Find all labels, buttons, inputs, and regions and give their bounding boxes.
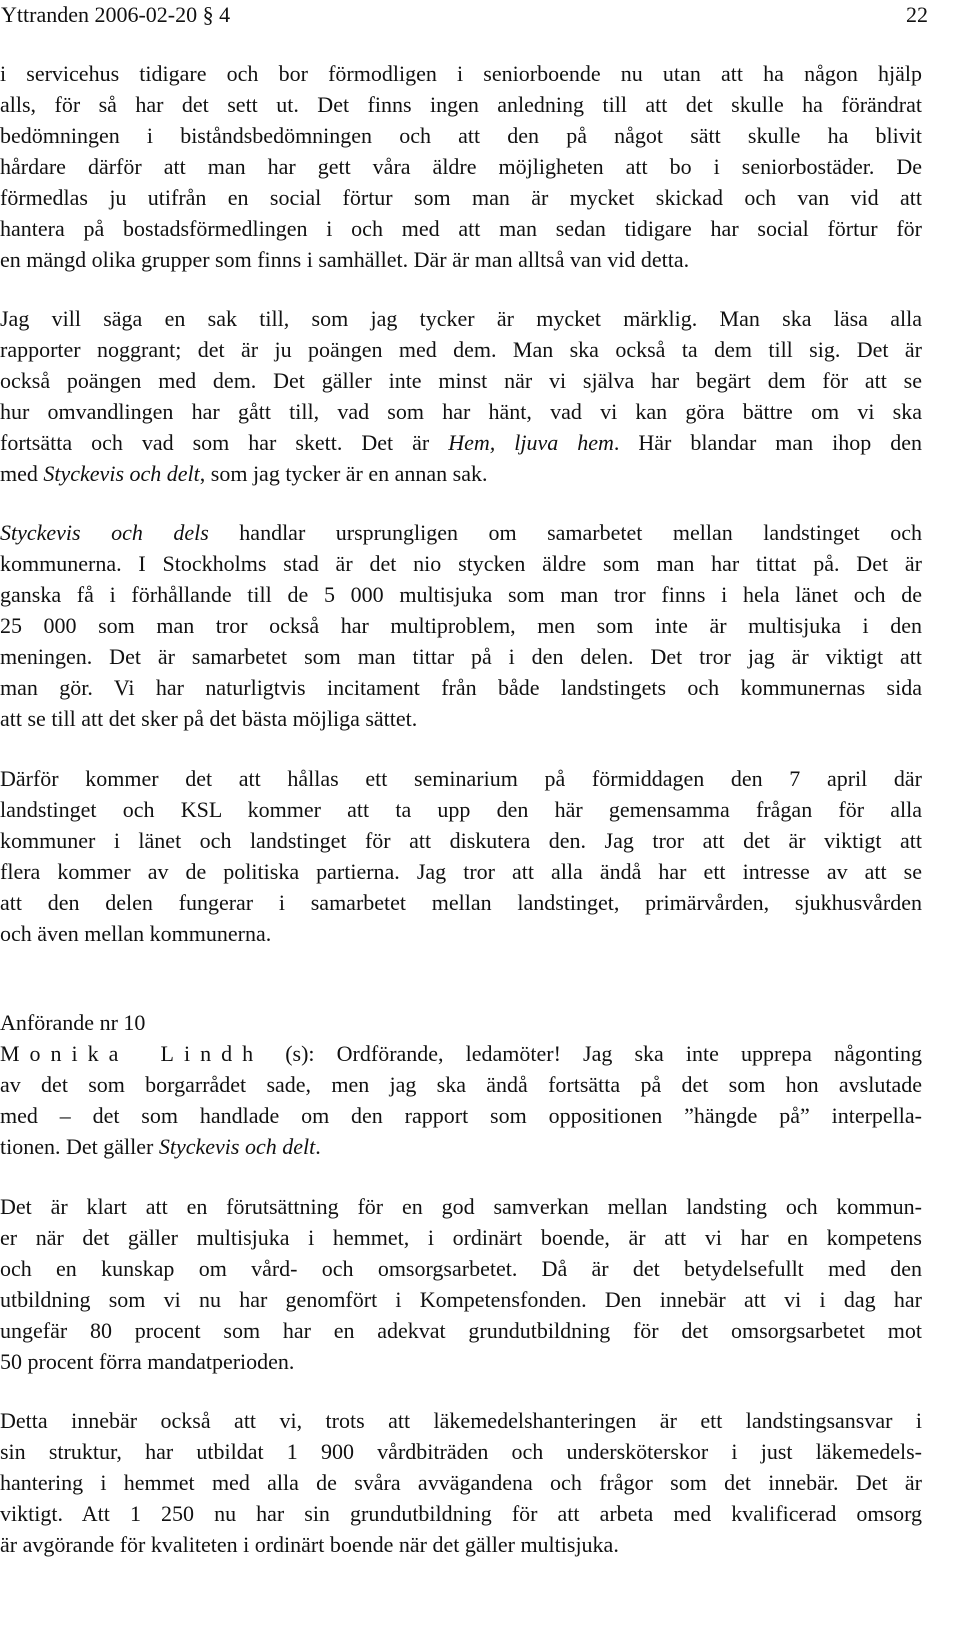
text-line: att se till att det sker på det bästa möjliga sättet. [0, 706, 418, 731]
header-title: Yttranden 2006-02-20 § 4 [1, 2, 231, 27]
text-span: . Här blandar man ihop den [613, 430, 923, 455]
text-line: flera kommer av de politiska partierna. Jag tror att alla ändå har ett intresse av att se [0, 859, 922, 884]
text-line: Detta innebär också att vi, trots att läkemedelshanteringen är ett landstingsansvar i [0, 1408, 922, 1433]
text-line: hantering i hemmet med alla de svåra avvägandena och frågor som det innebär. Det är [0, 1470, 922, 1495]
text-line: utbildning som vi nu har genomfört i Kompetensfonden. Den innebär att vi i dag har [0, 1287, 922, 1312]
text-line: man gör. Vi har naturligtvis incitament från både landstingets och kommunernas sida [0, 675, 922, 700]
italic-title: Styckevis och dels [0, 520, 209, 545]
text-line: rapporter noggrant; det är ju poängen med dem. Man ska också ta dem till sig. Det är [0, 337, 922, 362]
text-line: hur omvandlingen har gått till, vad som har hänt, vad vi kan göra bättre om vi ska [0, 399, 922, 424]
italic-title: Styckevis och delt [158, 1134, 316, 1159]
text-line: Därför kommer det att hållas ett seminarium på förmiddagen den 7 april där [0, 766, 922, 791]
text-span: , som jag tycker är en annan sak. [199, 461, 488, 486]
text-line: 25 000 som man tror också har multiproblem, men som inte är multisjuka i den [0, 613, 922, 638]
text-line: att den delen fungerar i samarbetet mellan landstinget, primärvården, sjukhusvården [0, 890, 922, 915]
text-line: också poängen med dem. Det gäller inte minst när vi själva har begärt dem för att se [0, 368, 922, 393]
text-line: av det som borgarrådet sade, men jag ska ändå fortsätta på det som hon avslutade [0, 1072, 922, 1097]
text-line: hantera på bostadsförmedlingen i och med att man sedan tidigare har social förtur för [0, 216, 922, 241]
text-line: är avgörande för kvaliteten i ordinärt boende när det gäller multisjuka. [0, 1532, 619, 1557]
text-line: Det är klart att en förutsättning för en god samverkan mellan landsting och kommun- [0, 1194, 922, 1219]
text-line: bedömningen i biståndsbedömningen och att den på något sätt skulle ha blivit [0, 123, 922, 148]
text-line: landstinget och KSL kommer att ta upp den här gemensamma frågan för alla [0, 797, 922, 822]
text-line: med – det som handlade om den rapport som oppositionen ”hängde på” interpella- [0, 1103, 922, 1128]
text-line: ungefär 80 procent som har en adekvat grundutbildning för det omsorgsarbetet mot [0, 1318, 922, 1343]
text-span: fortsätta och vad som har skett. Det är [0, 430, 449, 455]
page-number: 22 [906, 2, 928, 27]
text-line: alls, för så har det sett ut. Det finns ingen anledning till att det skulle ha förändrat [0, 92, 922, 117]
italic-title: Hem, ljuva hem [448, 430, 614, 455]
text-line: er när det gäller multisjuka i hemmet, i ordinärt boende, är att vi har en kompetens [0, 1225, 922, 1250]
text-span: tionen. Det gäller [0, 1134, 159, 1159]
page-header [0, 0, 930, 32]
text-line: och en kunskap om vård- och omsorgsarbetet. Då är det betydelsefullt med den [0, 1256, 922, 1281]
text-span: med [0, 461, 44, 486]
text-line: meningen. Det är samarbetet som man tittar på i den delen. Det tror jag är viktigt att [0, 644, 922, 669]
speech-heading: Anförande nr 10 [0, 1010, 146, 1035]
text-line [0, 459, 922, 489]
text-line: kommunerna. I Stockholms stad är det nio stycken äldre som man har tittat på. Det är [0, 551, 922, 576]
text-line: i servicehus tidigare och bor förmodligen i seniorboende nu utan att ha någon hjälp [0, 61, 922, 86]
italic-title: Styckevis och delt [43, 461, 200, 486]
text-line: Jag vill säga en sak till, som jag tycker är mycket märklig. Man ska läsa alla [0, 306, 922, 331]
text-line: kommuner i länet och landstinget för att diskutera den. Jag tror att det är viktigt att [0, 828, 922, 853]
text-line: en mängd olika grupper som finns i samhället. Där är man alltså van vid detta. [0, 247, 690, 272]
text-span: handlar ursprungligen om samarbetet mellan landstinget och [208, 520, 923, 545]
text-line [0, 1039, 922, 1069]
text-line: sin struktur, har utbildat 1 900 vårdbiträden och undersköterskor i just läkemedels- [0, 1439, 922, 1464]
text-line: förmedlas ju utifrån en social förtur som man är mycket skickad och van vid att [0, 185, 922, 210]
text-line [0, 1132, 922, 1162]
text-line [0, 428, 922, 458]
text-line: 50 procent förra mandatperioden. [0, 1349, 295, 1374]
text-line [0, 518, 922, 548]
text-span: (s): Ordförande, ledamöter! Jag ska inte upprepa någonting [263, 1041, 922, 1066]
text-line: hårdare därför att man har gett våra äldre möjligheten att bo i seniorbostäder. De [0, 154, 922, 179]
text-span: . [315, 1134, 321, 1159]
text-line: och även mellan kommunerna. [0, 921, 272, 946]
text-line: ganska få i förhållande till de 5 000 multisjuka som man tror finns i hela länet och de [0, 582, 922, 607]
text-line: viktigt. Att 1 250 nu har sin grundutbildning för att arbeta med kvalificerad omsorg [0, 1501, 922, 1526]
speaker-name: Monika Lindh [0, 1041, 264, 1066]
